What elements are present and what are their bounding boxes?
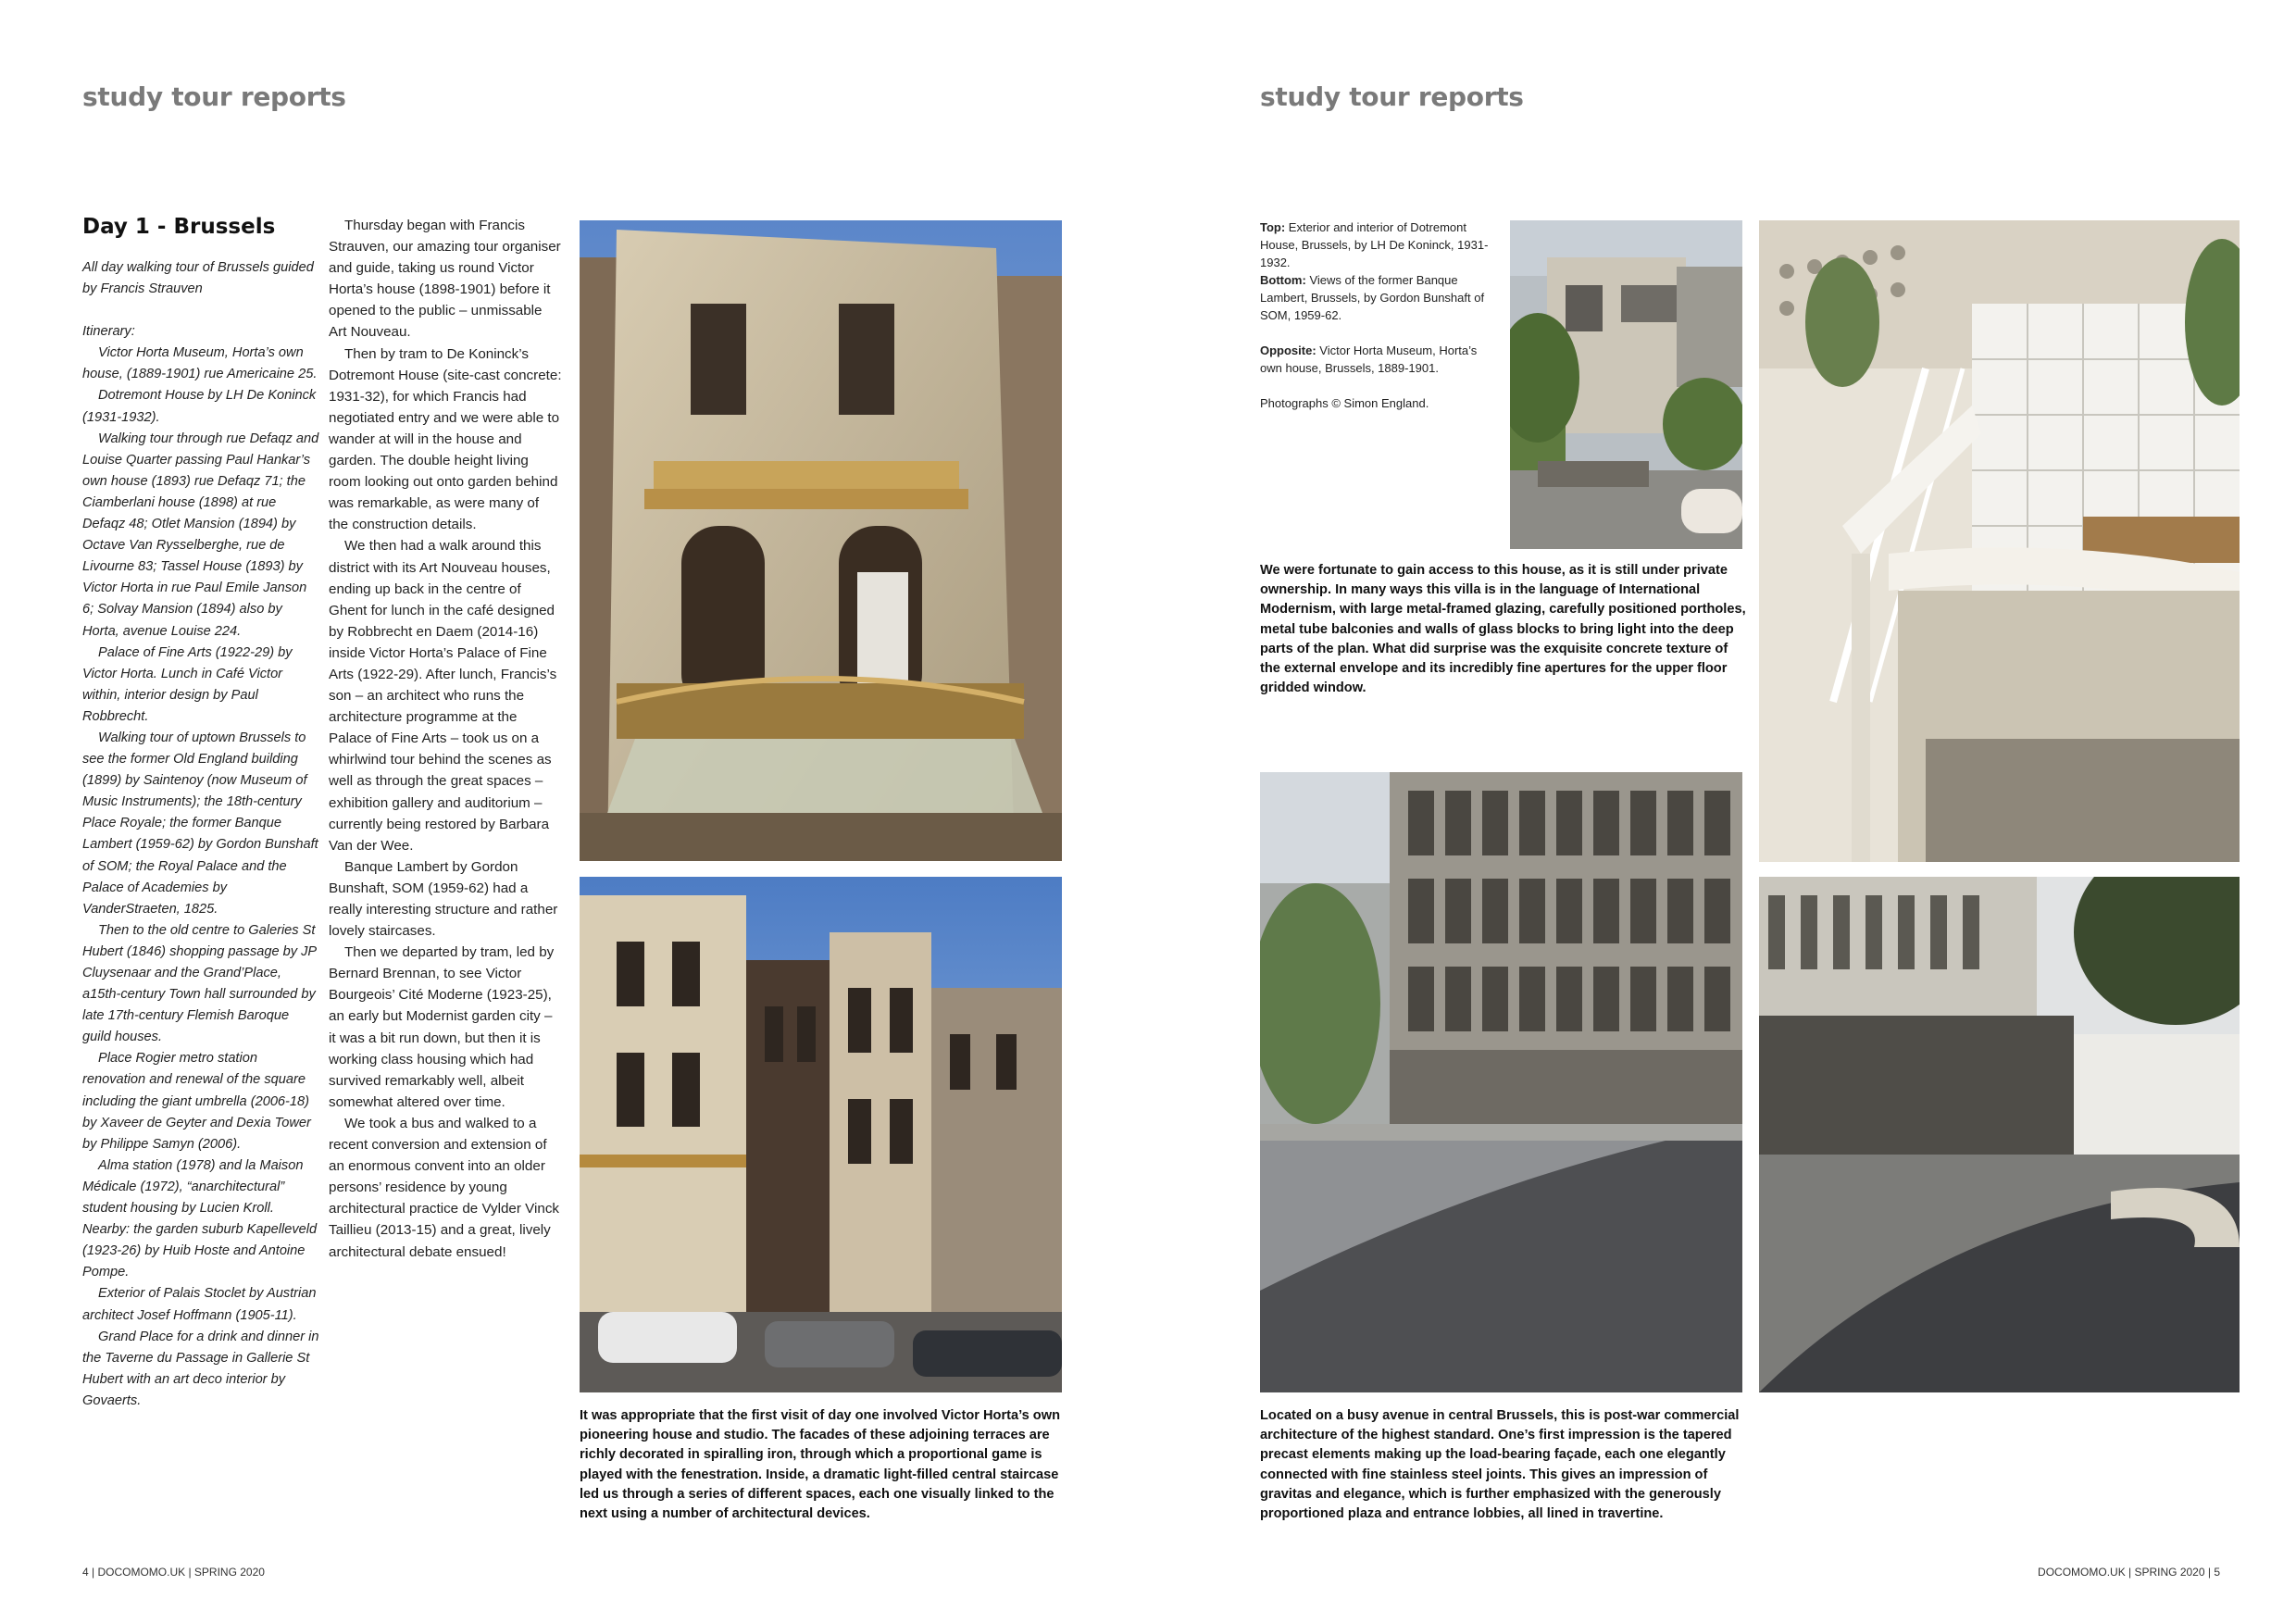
lambert-street-photo xyxy=(1260,772,1742,1392)
body-paragraph: We took a bus and walked to a recent conversion and extension of an enormous convent into an older persons’ residence by young architectural practice de Vylder Vinck Taillieu (2013-15) and a great, lively architectural debate ensued! xyxy=(329,1115,560,1260)
itinerary-item: Place Rogier metro station renovation and renewal of the square including the giant umbrella (2006-18) by Xaveer de Geyter and Dexia Tower by Philippe Samyn (2006). xyxy=(82,1051,311,1152)
day-title: Day 1 - Brussels xyxy=(82,215,276,239)
itinerary-item: Victor Horta Museum, Horta’s own house, (1889-1901) rue Americaine 25. xyxy=(82,345,318,382)
lambert-plaza-photo xyxy=(1759,877,2240,1392)
itinerary-item: Grand Place for a drink and dinner in the Taverne du Passage in Gallerie St Hubert with an art deco interior by Govaerts. xyxy=(82,1329,319,1408)
section-title: study tour reports xyxy=(82,81,346,112)
dotremont-caption: We were fortunate to gain access to this house, as it is still under private ownership. In many ways this villa is in the language of International Modernism, with large metal-framed glazing, carefully positioned portholes, metal tube balconies and walls of glass blocks to bring light into the deep parts of the plan. What did surprise was the exquisite concrete texture of the external envelope and its incredibly fine apertures for the upper floor gridded window. xyxy=(1260,563,1746,696)
caption-opposite: Opposite: Victor Horta Museum, Horta’s own house, Brussels, 1889-1901. xyxy=(1260,343,1478,375)
page-footer: DOCOMOMO.UK | SPRING 2020 | 5 xyxy=(2038,1566,2220,1579)
body-column xyxy=(329,215,562,1263)
itinerary-item: Alma station (1978) and la Maison Médicale (1972), “anarchitectural” student housing by Lucien Kroll. Nearby: the garden suburb Kapelleveld (1923-26) by Huib Hoste and Antoine Pompe. xyxy=(82,1157,318,1280)
horta-facade-photo xyxy=(580,220,1062,861)
itinerary-item: Exterior of Palais Stoclet by Austrian architect Josef Hoffmann (1905-11). xyxy=(82,1286,317,1323)
body-paragraph: Then we departed by tram, led by Bernard Brennan, to see Victor Bourgeois’ Cité Moderne (1923-25), an early but Modernist garden city – it was a bit run down, but then it is working class housing which had survived remarkably well, albeit somewhat altered over time. xyxy=(329,944,555,1110)
tour-subtitle: All day walking tour of Brussels guided by Francis Strauven xyxy=(82,260,314,297)
page-footer: 4 | DOCOMOMO.UK | SPRING 2020 xyxy=(82,1566,265,1579)
photo-credit: Photographs © Simon England. xyxy=(1260,396,1429,410)
caption-top: Top: Exterior and interior of Dotremont House, Brussels, by LH De Koninck, 1931-1932. Bottom: Views of the former Banque Lambert, Brussels, by Gordon Bunshaft of SOM, 1959-62. xyxy=(1260,220,1489,322)
itinerary-item: Dotremont House by LH De Koninck (1931-1932). xyxy=(82,388,317,425)
itinerary-item: Palace of Fine Arts (1922-29) by Victor Horta. Lunch in Café Victor within, interior design by Paul Robbrecht. xyxy=(82,644,293,724)
itinerary-item: Walking tour through rue Defaqz and Louise Quarter passing Paul Hankar’s own house (1893) rue Defaqz 71; the Ciamberlani house (1898) at rue Defaqz 48; Otlet Mansion (1894) by Octave Van Rysselberghe, rue de Livourne 83; Tassel House (1893) by Victor Horta in rue Paul Emile Janson 6; Solvay Mansion (1894) also by Horta, avenue Louise 224. xyxy=(82,431,319,639)
photo-credits-caption xyxy=(1260,218,1491,430)
horta-street-photo xyxy=(580,877,1062,1392)
body-paragraph: Banque Lambert by Gordon Bunshaft, SOM (1959-62) had a really interesting structure and rather lovely staircases. xyxy=(329,858,558,940)
horta-photo-caption: It was appropriate that the first visit of day one involved Victor Horta’s own pioneering house and studio. The facades of these adjoining terraces are richly decorated in spiralling iron, through which a proportional game is played with the fenestration. Inside, a dramatic light-filled central staircase led us through a series of different spaces, each one visually linked to the next using a number of architectural devices. xyxy=(580,1408,1060,1522)
body-paragraph: We then had a walk around this district with its Art Nouveau houses, ending up back in the centre of Ghent for lunch in the café designed by Robbrecht en Daem (2014-16) inside Victor Horta’s Palace of Fine Arts (1922-29). After lunch, Francis’s son – an architect who runs the architecture programme at the Palace of Fine Arts – took us on a whirlwind tour behind the scenes as well as through the great spaces – exhibition gallery and auditorium – currently being restored by Barbara Van der Wee. xyxy=(329,538,557,854)
itinerary-label: Itinerary: xyxy=(82,324,135,340)
right-page xyxy=(1148,0,2296,1623)
lambert-caption: Located on a busy avenue in central Brussels, this is post-war commercial architecture of the highest standard. One’s first impression is the tapered precast elements making up the load-bearing façade, each one elegantly connected with fine stainless steel joints. This gives an impression of gravitas and elegance, which is further emphasized with the generously proportioned plaza and entrance lobbies, all lined in travertine. xyxy=(1260,1408,1740,1522)
itinerary-item: Walking tour of uptown Brussels to see the former Old England building (1899) by Saintenoy (now Museum of Music Instruments); the 18th-century Place Royale; the former Banque Lambert (1959-62) by Gordon Bunshaft of SOM; the Royal Palace and the Palace of Academies by VanderStraeten, 1825. xyxy=(82,730,318,917)
section-title: study tour reports xyxy=(1260,81,1524,112)
body-paragraph: Then by tram to De Koninck’s Dotremont House (site-cast concrete: 1931-32), for which Francis had negotiated entry and we were able to wander at will in the house and garden. The double height living room looking out onto garden behind was remarkable, as were many of the construction details. xyxy=(329,345,562,533)
dotremont-exterior-photo xyxy=(1510,220,1742,549)
dotremont-interior-photo xyxy=(1759,220,2240,862)
itinerary-item: Then to the old centre to Galeries St Hubert (1846) shopping passage by JP Cluysenaar and the Grand’Place, a15th-century Town hall surrounded by late 17th-century Flemish Baroque guild houses. xyxy=(82,922,317,1045)
body-paragraph: Thursday began with Francis Strauven, our amazing tour organiser and guide, taking us round Victor Horta’s house (1898-1901) before it opened to the public – unmissable Art Nouveau. xyxy=(329,218,561,341)
itinerary-column xyxy=(82,257,319,1412)
